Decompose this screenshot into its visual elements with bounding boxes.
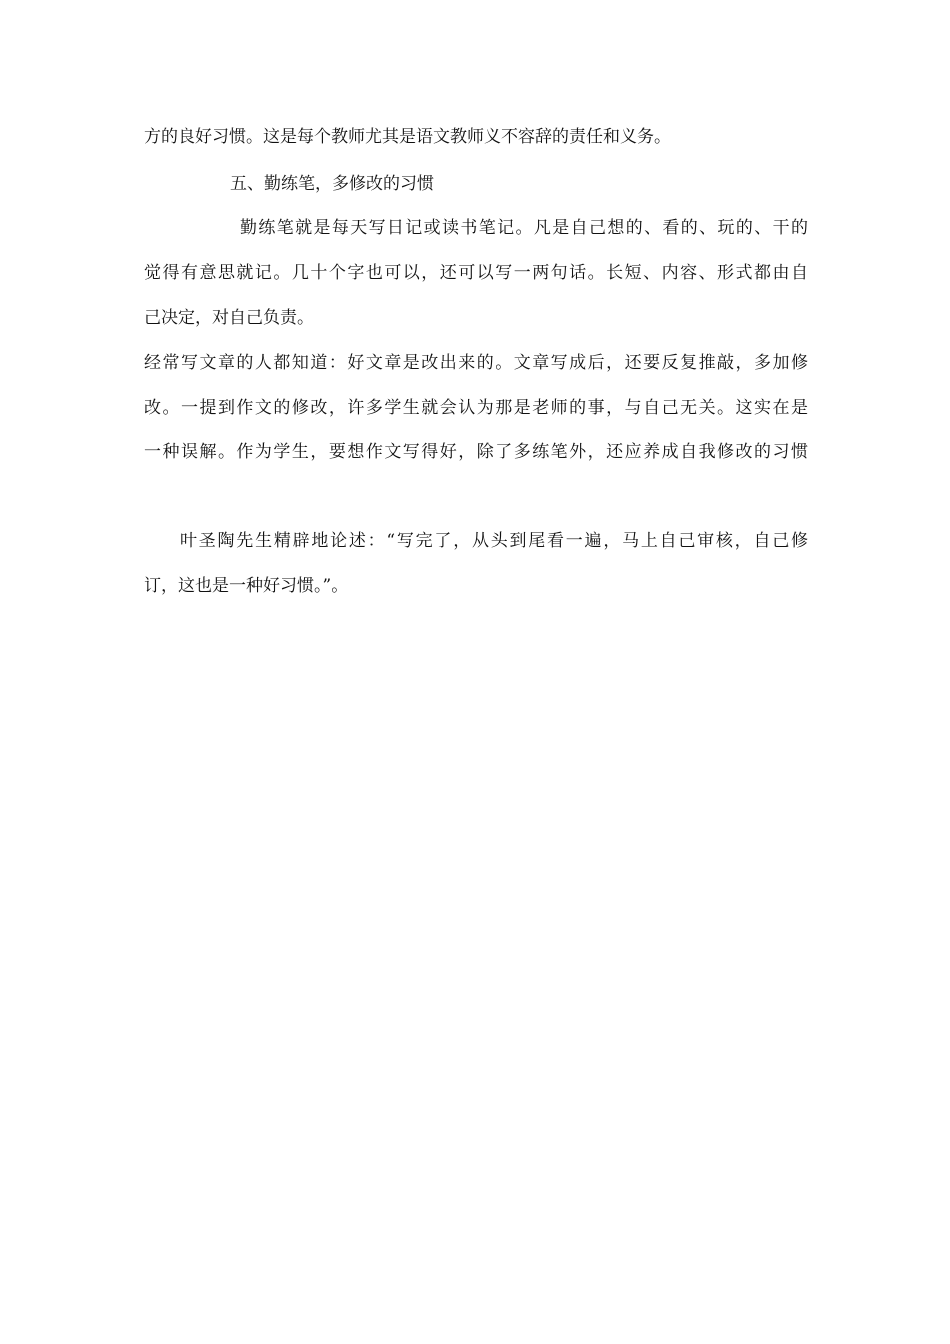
paragraph-line-1: 方的良好习惯。这是每个教师尤其是语文教师义不容辞的责任和义务。 [144, 127, 671, 147]
paragraph-line-2: 勤练笔就是每天写日记或读书笔记。凡是自己想的、看的、玩的、干的 [240, 218, 808, 238]
quote-line-2: 订，这也是一种好习惯。”。 [144, 576, 349, 596]
paragraph-line-5: 经常写文章的人都知道：好文章是改出来的。文章写成后，还要反复推敲，多加修 [144, 353, 808, 373]
section-heading: 五、勤练笔，多修改的习惯 [230, 174, 434, 194]
paragraph-line-3: 觉得有意思就记。几十个字也可以，还可以写一两句话。长短、内容、形式都由自 [144, 263, 808, 283]
quote-line-1: 叶圣陶先生精辟地论述：“写完了，从头到尾看一遍，马上自己审核，自己修 [180, 531, 808, 551]
paragraph-line-4: 己决定，对自己负责。 [144, 308, 314, 328]
paragraph-line-7: 一种误解。作为学生，要想作文写得好，除了多练笔外，还应养成自我修改的习惯 [144, 442, 808, 462]
paragraph-line-6: 改。一提到作文的修改，许多学生就会认为那是老师的事，与自己无关。这实在是 [144, 398, 808, 418]
